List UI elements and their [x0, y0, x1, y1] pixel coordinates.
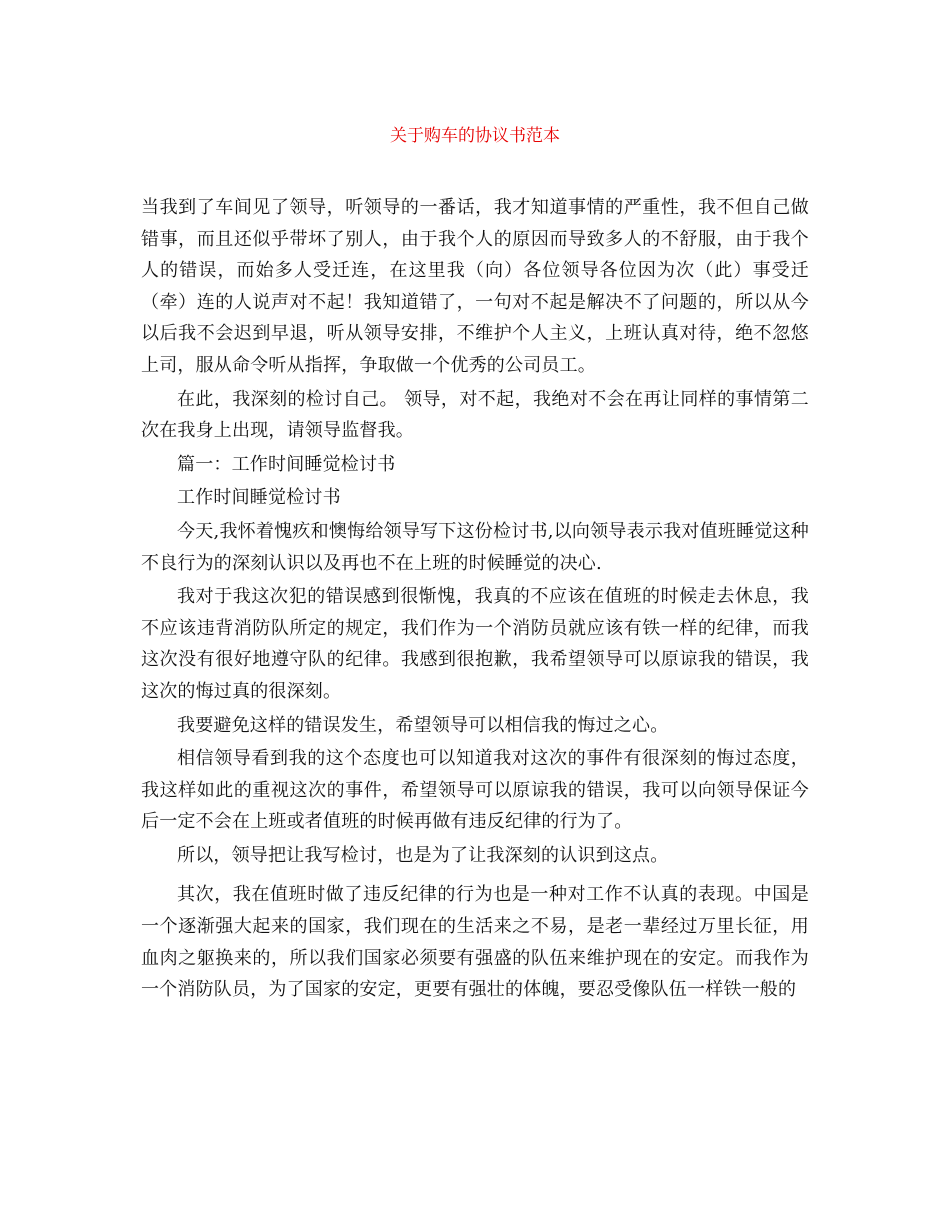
paragraph-8: 其次，我在值班时做了违反纪律的行为也是一种对工作不认真的表现。中国是一个逐渐强大起来的国家，我们现在的生活来之不易，是老一辈经过万里长征，用血肉之躯换来的，所以我们国家必须要有强盛的队伍来维护现在的安定。而我作为一个消防队员，为了国家的安定，更要有强壮的体魄，要忍受像队伍一样铁一般的 — [141, 884, 809, 1001]
paragraph-7: 所以，领导把让我写检讨，也是为了让我深刻的认识到这点。 — [177, 844, 669, 866]
document-title: 关于购车的协议书范本 — [390, 126, 560, 146]
paragraph-3: 今天,我怀着愧疚和懊悔给领导写下这份检讨书,以向领导表示我对值班睡觉这种不良行为的深刻认识以及再也不在上班的时候睡觉的决心. — [141, 520, 809, 574]
paragraph-5: 我要避免这样的错误发生，希望领导可以相信我的悔过之心。 — [177, 714, 669, 736]
paragraph-4: 我对于我这次犯的错误感到很惭愧，我真的不应该在值班的时候走去休息，我不应该违背消防队所定的规定，我们作为一个消防员就应该有铁一样的纪律，而我这次没有很好地遵守队的纪律。我感到很抱歉，我希望领导可以原谅我的错误，我这次的悔过真的很深刻。 — [141, 586, 809, 702]
section-heading-2: 工作时间睡觉检讨书 — [177, 487, 341, 509]
document-body — [141, 192, 809, 1008]
paragraph-2: 在此，我深刻的检讨自己。 领导，对不起，我绝对不会在再让同样的事情第二次在我身上出现，请领导监督我。 — [141, 388, 809, 442]
paragraph-1: 当我到了车间见了领导，听领导的一番话，我才知道事情的严重性，我不但自己做错事，而且还似乎带坏了别人，由于我个人的原因而导致多人的不舒服，由于我个人的错误，而始多人受迁连，在这里我（向）各位领导各位因为次（此）事受迁（牵）连的人说声对不起！我知道错了，一句对不起是解决不了问题的，所以从今以后我不会迟到早退，听从领导安排，不维护个人主义，上班认真对待，绝不忽悠上司，服从命令听从指挥，争取做一个优秀的公司员工。 — [141, 197, 809, 376]
paragraph-6: 相信领导看到我的这个态度也可以知道我对这次的事件有很深刻的悔过态度，我这样如此的重视这次的事件，希望领导可以原谅我的错误，我可以向领导保证今后一定不会在上班或者值班的时候再做有违反纪律的行为了。 — [141, 748, 809, 833]
section-heading-1: 篇一：工作时间睡觉检讨书 — [177, 453, 396, 475]
